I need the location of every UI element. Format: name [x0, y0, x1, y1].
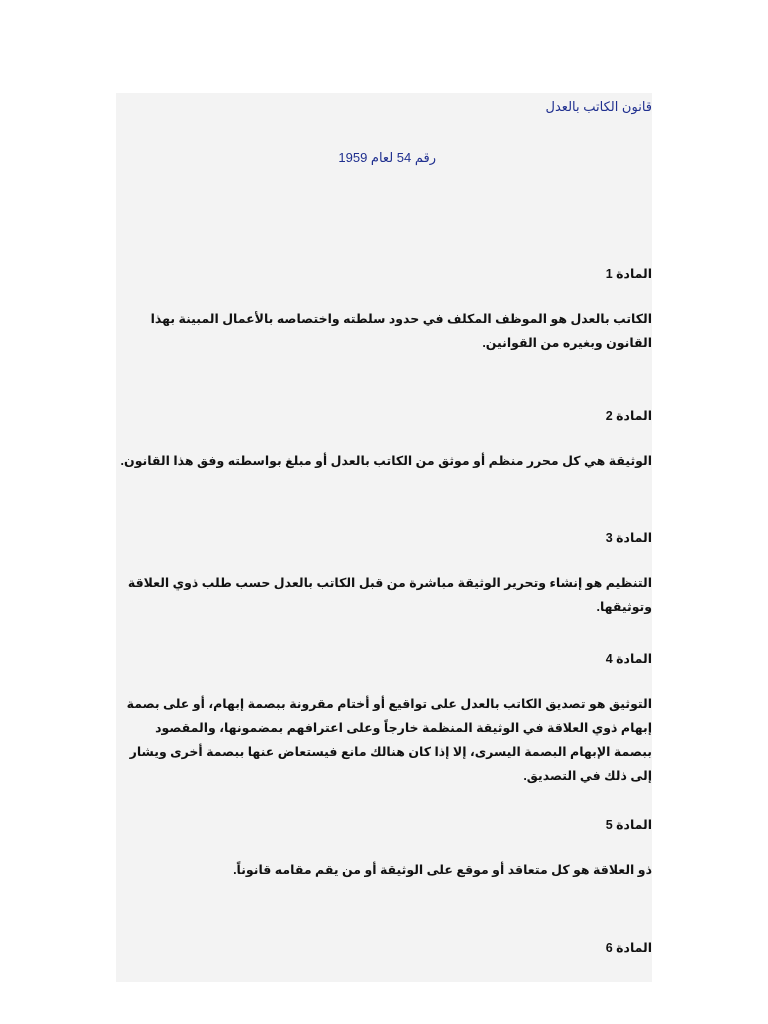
article-heading: المادة 3 — [605, 531, 652, 545]
article-heading: المادة 5 — [605, 818, 652, 832]
article-heading: المادة 1 — [605, 267, 652, 281]
article-2 — [116, 407, 652, 473]
article-heading: المادة 6 — [605, 941, 652, 955]
article-1 — [116, 265, 652, 355]
article-text: ذو العلاقة هو كل متعاقد أو موقع على الوثيقة أو من يقم مقامه قانوناً. — [233, 863, 652, 877]
article-5 — [116, 816, 652, 882]
article-heading: المادة 4 — [605, 652, 652, 666]
article-3 — [116, 529, 652, 619]
article-text: التنظيم هو إنشاء وتحرير الوثيقة مباشرة من قبل الكاتب بالعدل حسب طلب ذوي العلاقة وتوثيقها. — [127, 576, 652, 614]
document-page — [116, 93, 652, 982]
article-4 — [116, 650, 652, 788]
article-text: الوثيقة هي كل محرر منظم أو موثق من الكاتب بالعدل أو مبلغ بواسطته وفق هذا القانون. — [120, 454, 652, 468]
document-title: قانون الكاتب بالعدل — [545, 99, 652, 114]
article-text: الكاتب بالعدل هو الموظف المكلف في حدود سلطته واختصاصه بالأعمال المبينة بهذا القانون وبغيره من القوانين. — [150, 312, 652, 350]
article-heading: المادة 2 — [605, 409, 652, 423]
document-subtitle: رقم 54 لعام 1959 — [338, 150, 436, 165]
article-text: التوثيق هو تصديق الكاتب بالعدل على تواقيع أو أختام مقرونة ببصمة إبهام، أو على بصمة إبهام ذوي العلاقة في الوثيقة المنظمة خارجاً وعلى اعترافهم بمضمونها، والمقصود ببصمة الإبهام البصمة اليسرى، إلا إذا كان هنالك مانع فيستعاض عنها ببصمة أخرى ويشار إلى ذلك في التصديق. — [126, 697, 652, 783]
article-6 — [116, 939, 652, 957]
